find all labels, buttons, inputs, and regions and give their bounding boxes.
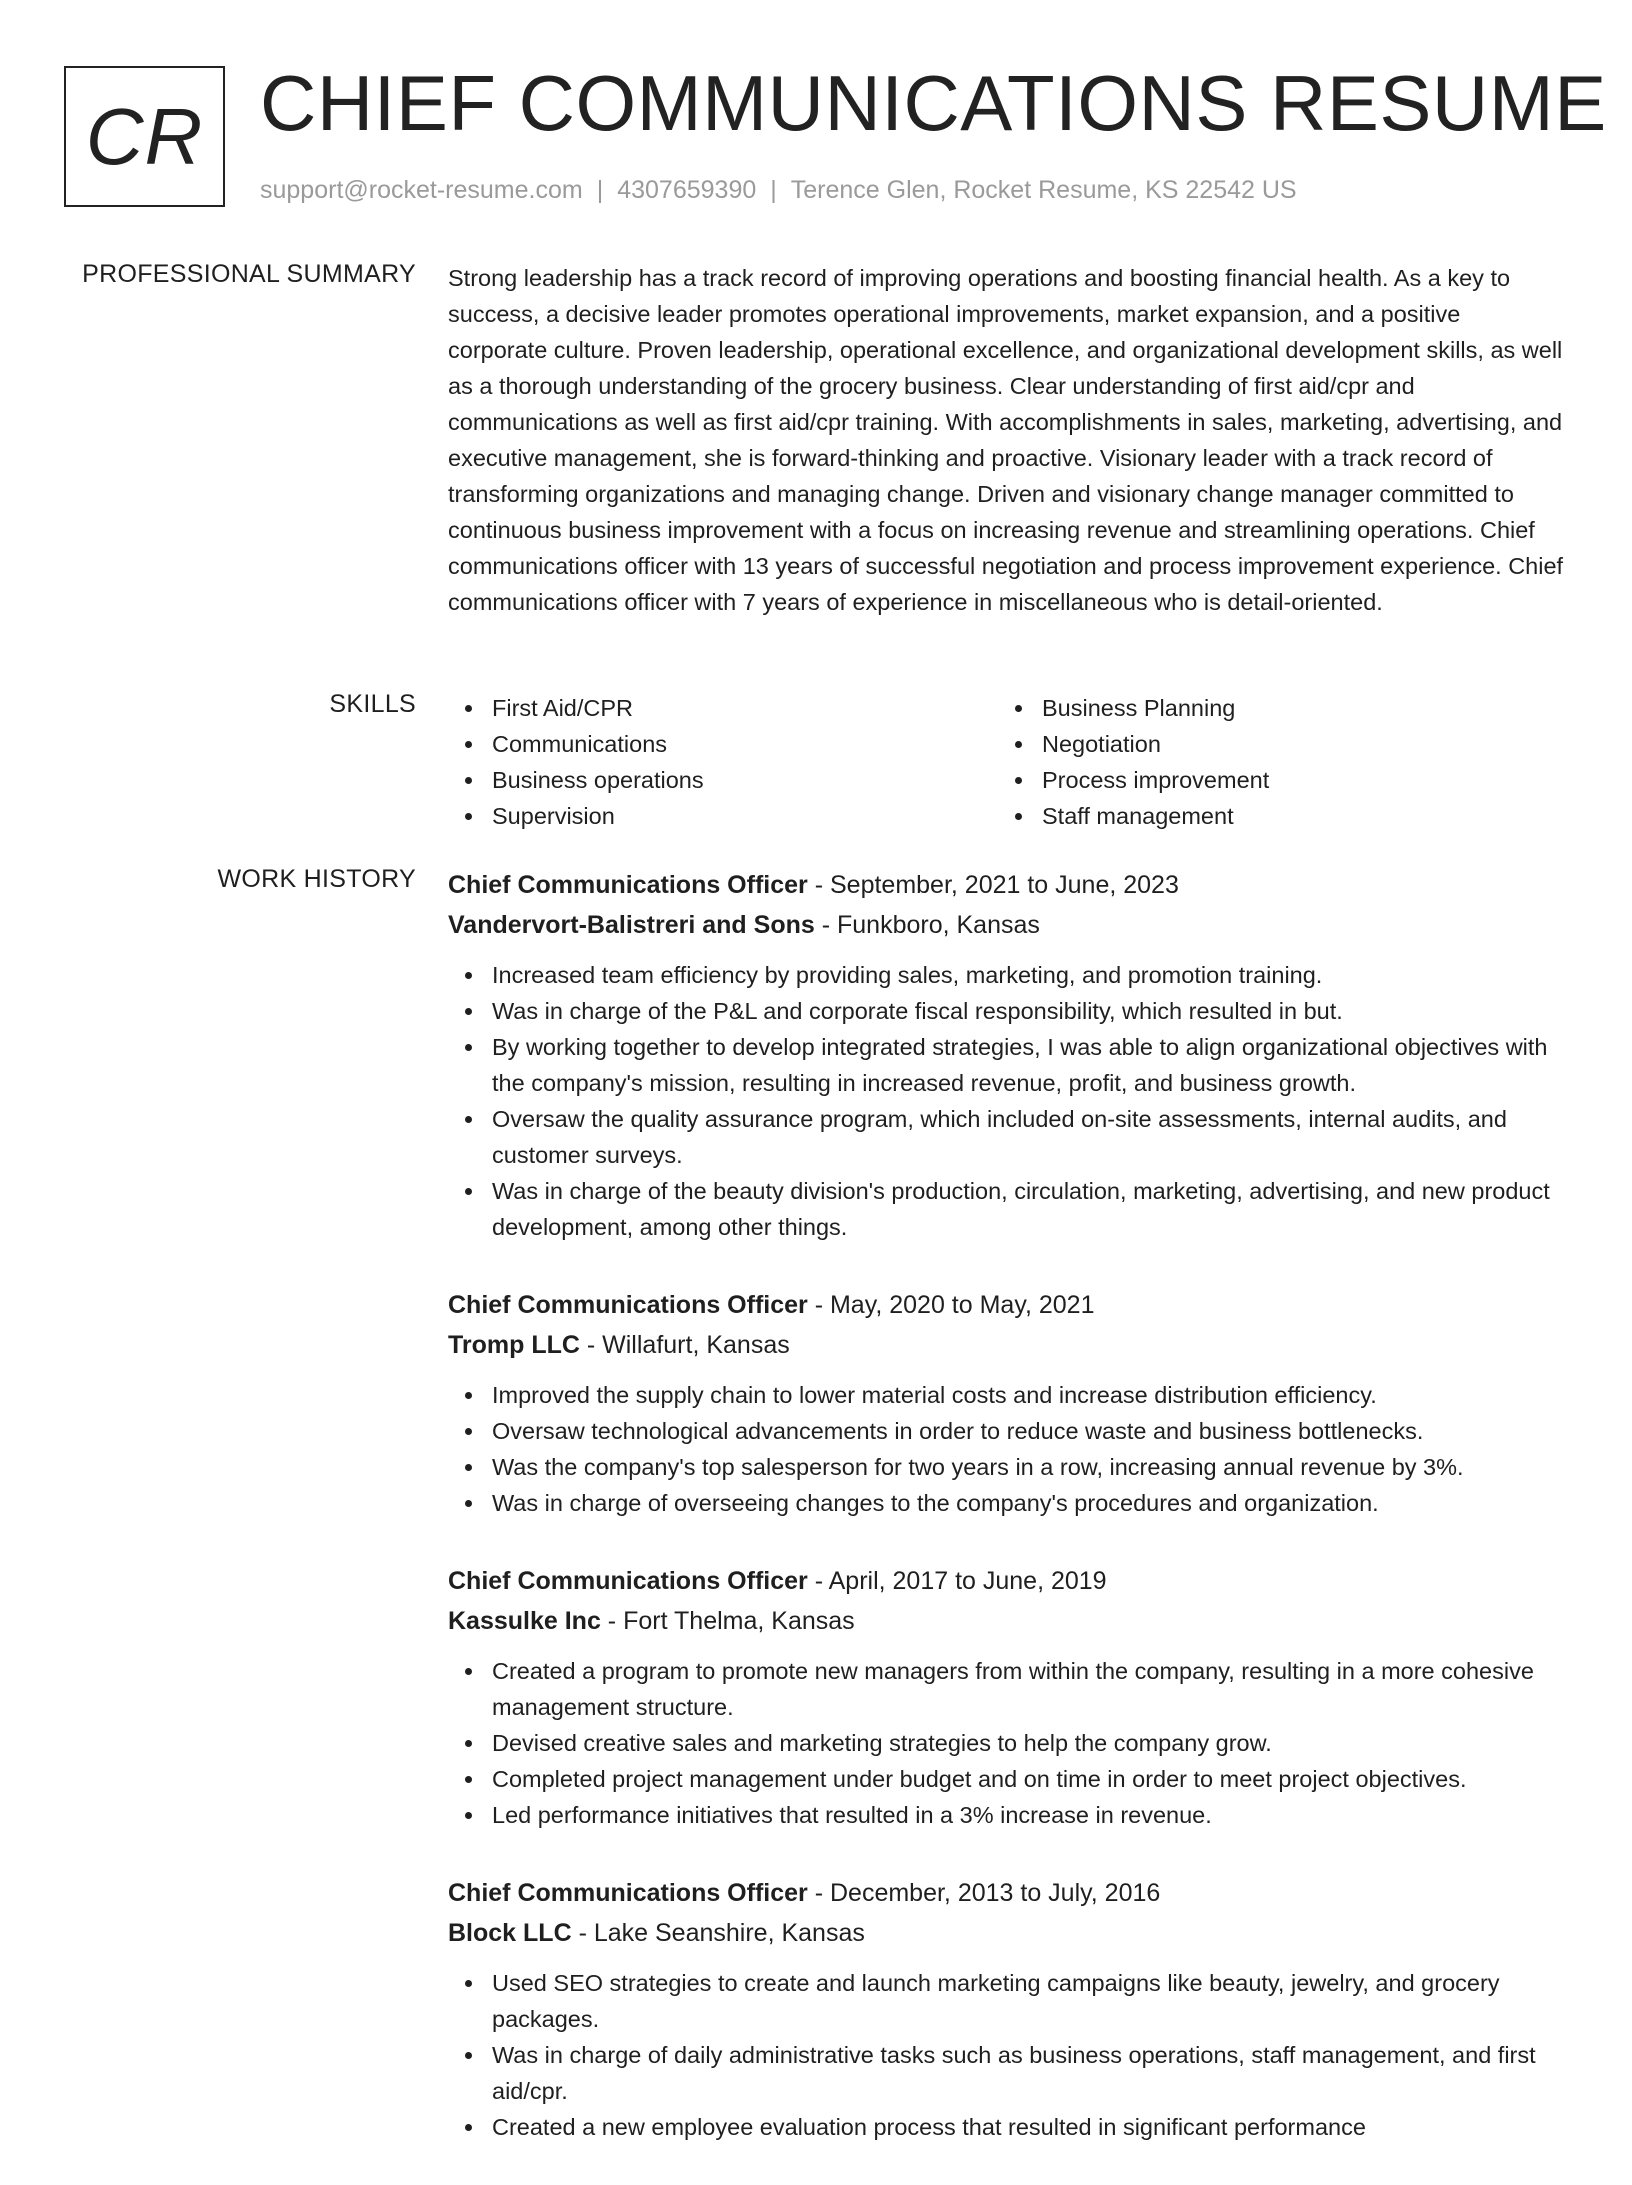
job-company: Tromp LLC xyxy=(448,1331,580,1359)
job-bullets xyxy=(448,1965,1566,2145)
job-company-line: Vandervort-Balistreri and Sons - Funkboro, Kansas xyxy=(448,911,1040,939)
skills-list-right xyxy=(998,690,1548,834)
job-title-line: Chief Communications Officer - May, 2020 to May, 2021 xyxy=(448,1291,1095,1319)
job-title: Chief Communications Officer xyxy=(448,871,808,899)
job-dates: April, 2017 to June, 2019 xyxy=(828,1567,1107,1595)
job-dates: May, 2020 to May, 2021 xyxy=(829,1291,1095,1319)
job-bullet: Led performance initiatives that resulted in a 3% increase in revenue. xyxy=(492,1797,1566,1833)
job-title-line: Chief Communications Officer - December, 2013 to July, 2016 xyxy=(448,1879,1161,1907)
job-bullet: Oversaw the quality assurance program, which included on-site assessments, internal audits, and customer surveys. xyxy=(492,1101,1566,1173)
skills-list-left xyxy=(448,690,998,834)
job-bullet: By working together to develop integrated strategies, I was able to align organizational objectives with the company's mission, resulting in increased revenue, profit, and business growth. xyxy=(492,1029,1566,1101)
job-bullet: Improved the supply chain to lower material costs and increase distribution efficiency. xyxy=(492,1377,1566,1413)
skill-item: Process improvement xyxy=(1042,762,1548,798)
job-bullet: Was in charge of the beauty division's production, circulation, marketing, advertising, and new product development, among other things. xyxy=(492,1173,1566,1245)
contact-phone[interactable]: 4307659390 xyxy=(617,176,757,204)
contact-line xyxy=(260,176,1297,205)
job-title: Chief Communications Officer xyxy=(448,1879,808,1907)
job-bullets xyxy=(448,1653,1566,1833)
skills-body xyxy=(448,690,1566,834)
job-bullet: Was the company's top salesperson for two years in a row, increasing annual revenue by 3%. xyxy=(492,1449,1566,1485)
job-company-line: Block LLC - Lake Seanshire, Kansas xyxy=(448,1919,865,1947)
section-label-work-history: WORK HISTORY xyxy=(217,865,416,893)
job-bullet: Created a new employee evaluation process that resulted in significant performance xyxy=(492,2109,1566,2145)
job-location: Funkboro, Kansas xyxy=(837,911,1040,939)
job-title: Chief Communications Officer xyxy=(448,1567,808,1595)
job-bullets xyxy=(448,957,1566,1245)
skill-item: Communications xyxy=(492,726,998,762)
contact-address: Terence Glen, Rocket Resume, KS 22542 US xyxy=(790,176,1297,204)
resume-title: CHIEF COMMUNICATIONS RESUME xyxy=(260,59,1607,147)
job-bullet: Used SEO strategies to create and launch marketing campaigns like beauty, jewelry, and grocery packages. xyxy=(492,1965,1566,2037)
job-company-line: Kassulke Inc - Fort Thelma, Kansas xyxy=(448,1607,855,1635)
job-bullet: Completed project management under budget and on time in order to meet project objectives. xyxy=(492,1761,1566,1797)
job-location: Lake Seanshire, Kansas xyxy=(593,1919,865,1947)
job-bullet: Was in charge of daily administrative tasks such as business operations, staff management, and first aid/cpr. xyxy=(492,2037,1566,2109)
job-entry xyxy=(448,865,1566,1245)
job-location: Fort Thelma, Kansas xyxy=(623,1607,855,1635)
skill-item: Supervision xyxy=(492,798,998,834)
job-entry xyxy=(448,1873,1566,2145)
job-company: Vandervort-Balistreri and Sons xyxy=(448,911,815,939)
skill-item: Business Planning xyxy=(1042,690,1548,726)
job-company-line: Tromp LLC - Willafurt, Kansas xyxy=(448,1331,790,1359)
job-bullet: Increased team efficiency by providing sales, marketing, and promotion training. xyxy=(492,957,1566,993)
skill-item: Staff management xyxy=(1042,798,1548,834)
job-bullets xyxy=(448,1377,1566,1521)
monogram: CR xyxy=(64,66,225,207)
job-bullet: Devised creative sales and marketing strategies to help the company grow. xyxy=(492,1725,1566,1761)
summary-text: Strong leadership has a track record of improving operations and boosting financial health. As a key to success, a decisive leader promotes operational improvements, market expansion, and a positive corporate culture. Proven leadership, operational excellence, and organizational development skills, as well as a thorough understanding of the grocery business. Clear understanding of first aid/cpr and communications as well as first aid/cpr training. With accomplishments in sales, marketing, advertising, and executive management, she is forward-thinking and proactive. Visionary leader with a track record of transforming organizations and managing change. Driven and visionary change manager committed to continuous business improvement with a focus on increasing revenue and streamlining operations. Chief communications officer with 13 years of successful negotiation and process improvement experience. Chief communications officer with 7 years of experience in miscellaneous who is detail-oriented. xyxy=(448,265,1564,615)
job-dates: September, 2021 to June, 2023 xyxy=(829,871,1179,899)
contact-separator: | xyxy=(770,176,777,204)
section-label-skills: SKILLS xyxy=(329,690,416,718)
job-title-line: Chief Communications Officer - April, 2017 to June, 2019 xyxy=(448,1567,1107,1595)
job-title: Chief Communications Officer xyxy=(448,1291,808,1319)
job-location: Willafurt, Kansas xyxy=(602,1331,790,1359)
skill-item: Negotiation xyxy=(1042,726,1548,762)
section-label-summary: PROFESSIONAL SUMMARY xyxy=(82,260,416,288)
job-bullet: Was in charge of overseeing changes to the company's procedures and organization. xyxy=(492,1485,1566,1521)
job-dates: December, 2013 to July, 2016 xyxy=(829,1879,1161,1907)
job-company: Block LLC xyxy=(448,1919,572,1947)
job-company: Kassulke Inc xyxy=(448,1607,601,1635)
contact-separator: | xyxy=(596,176,604,204)
summary-body xyxy=(448,260,1566,620)
job-title-line: Chief Communications Officer - September, 2021 to June, 2023 xyxy=(448,871,1179,899)
job-entry xyxy=(448,1285,1566,1521)
work-history-body xyxy=(448,865,1566,2185)
contact-email[interactable]: support@rocket-resume.com xyxy=(260,176,583,204)
job-entry xyxy=(448,1561,1566,1833)
skill-item: First Aid/CPR xyxy=(492,690,998,726)
job-bullet: Oversaw technological advancements in order to reduce waste and business bottlenecks. xyxy=(492,1413,1566,1449)
job-bullet: Created a program to promote new managers from within the company, resulting in a more cohesive management structure. xyxy=(492,1653,1566,1725)
job-bullet: Was in charge of the P&L and corporate fiscal responsibility, which resulted in but. xyxy=(492,993,1566,1029)
skill-item: Business operations xyxy=(492,762,998,798)
